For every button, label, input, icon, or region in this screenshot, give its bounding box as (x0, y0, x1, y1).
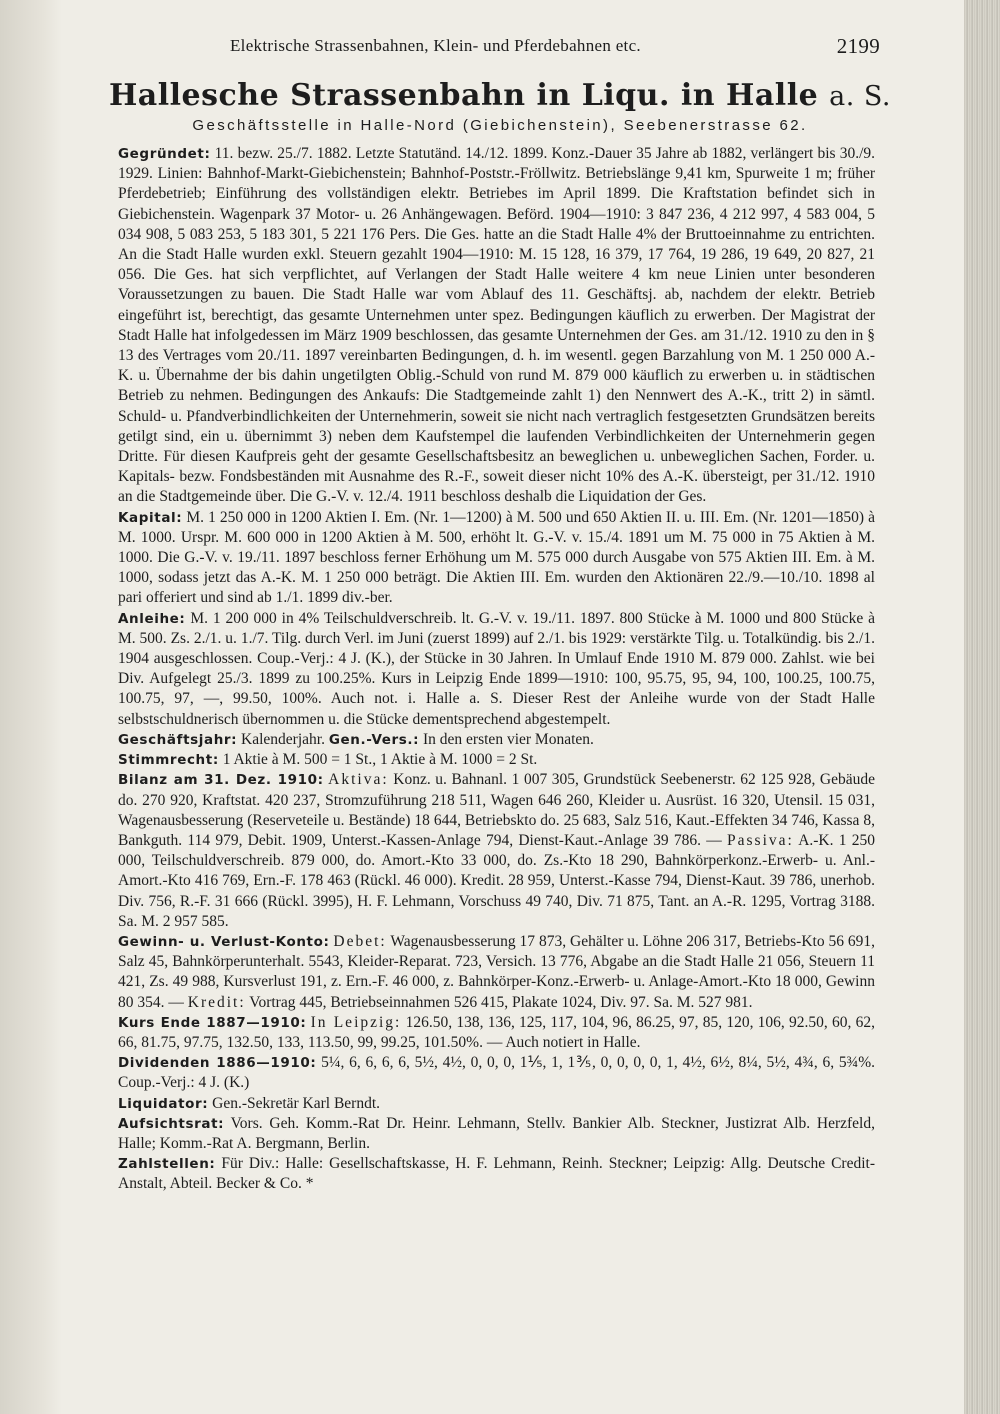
section-kurs (88, 1013, 875, 1053)
company-title (0, 78, 1000, 113)
kurs-place: In Leipzig: (310, 1013, 402, 1031)
kredit-text: Vortrag 445, Betriebseinnahmen 526 415, Plakate 1024, Div. 97. Sa. M. 527 981. (249, 993, 753, 1011)
passiva-label: Passiva: (727, 831, 794, 849)
section-text: Vors. Geh. Komm.-Rat Dr. Heinr. Lehmann, Stellv. Bankier Alb. Steckner, Justizrat Alb. Herzfeld, Halle; Komm.-Rat A. Bergmann, Berlin. (118, 1114, 875, 1152)
section-text: Für Div.: Halle: Gesellschaftskasse, H. F. Lehmann, Reinh. Steckner; Leipzig: Allg. Deutsche Credit-Anstalt, Abteil. Becker & Co. * (118, 1155, 875, 1193)
company-name-suffix: a. S. (829, 81, 892, 112)
section-dividenden (88, 1053, 875, 1093)
running-title: Elektrische Strassenbahnen, Klein- und Pferdebahnen etc. (230, 36, 641, 55)
section-text: Kalenderjahr. (241, 730, 325, 748)
page-edge (964, 0, 1000, 1414)
section-text: 11. bezw. 25./7. 1882. Letzte Statutänd. 14./12. 1899. Konz.-Dauer 35 Jahre ab 1882, verlängert bis 30./9. 1929. Linien: Bahnhof-Markt-Giebichenstein; Bahnhof-Poststr.-Fröllwitz. Betriebslänge 9,41 km, Spurweite 1 m; früher Pferdebetrieb; Einführung des vollständigen elektr. Betriebes im April 1899. Die Kraftstation befindet sich in Giebichenstein. Wagenpark 37 Motor- u. 26 Anhängewagen. Beförd. 1904—1910: 3 847 236, 4 212 997, 4 583 004, 5 034 908, 5 083 253, 5 183 301, 5 221 176 Pers. Die Ges. hatte an die Stadt Halle 4% der Bruttoeinnahme zu entrichten. An die Stadt Halle wurden exkl. Steuern gezahlt 1904—1910: M. 15 128, 16 379, 17 764, 19 286, 19 649, 20 827, 21 056. Die Ges. hat sich verpflichtet, auf Verlangen der Stadt Halle weitere 4 km neue Linien unter besonderen Voraussetzungen zu bauen. Die Stadt Halle war vom Ablauf des 11. Geschäftsj. ab, nachdem der elektr. Betrieb eingeführt ist, berechtigt, das gesamte Unternehmen unter spez. Bedingungen käuflich zu erwerben. Der Magistrat der Stadt Halle hat infolgedessen im März 1909 beschlossen, das gesamte Unternehmen der Ges. am 31./12. 1910 zu den in § 13 des Vertrages vom 20./11. 1897 vereinbarten Bedingungen, d. h. im wesentl. gegen Barzahlung von M. 1 250 000 A.-K. u. Übernahme der bis dahin ungetilgten Oblig.-Schuld von rund M. 879 000 käuflich zu erwerben u. in städtischen Betrieb zu nehmen. Bedingungen des Ankaufs: Die Stadtgemeinde zahlt 1) den Nennwert des A.-K., tritt 2) in sämtl. Schuld- u. Pfandverbindlichkeiten der Unternehmerin, soweit sie nicht nach vertraglich festgesetzten Grundsätzen bereits getilgt sind, ein u. übernimmt 3) neben dem Kaufstempel die laufenden Verbindlichkeiten der Unternehmerin gegen Dritte. Für diesen Kaufpreis geht der gesamte Gesellschaftsbesitz an beweglichen u. unbeweglichen Sachen, Forder. u. Kapitals- bezw. Fondsbeständen mit Ausnahme des R.-F., soweit dieser nicht 10% des A.-K. übersteigt, per 31./12. 1910 an die Stadtgemeinde über. Die G.-V. v. 12./4. 1911 beschloss deshalb die Liquidation der Ges. (118, 145, 876, 506)
section-label: Gegründet: (118, 146, 211, 162)
section-label: Dividenden 1886—1910: (118, 1055, 317, 1072)
section-text: M. 1 250 000 in 1200 Aktien I. Em. (Nr. 1—1200) à M. 500 und 650 Aktien II. u. III. Em. (Nr. 1201—1850) à M. 1000. Urspr. M. 600 000 in 1200 Aktien à M. 500, erhöht lt. G.-V. v. 15./4. 1891 um M. 75 000 in 75 Aktien à M. 1000. Die G.-V. v. 19./11. 1897 beschloss ferner Erhöhung um M. 575 000 durch Ausgabe von 575 Aktien III. Em. à M. 1000, sodass jetzt das A.-K. M. 1 250 000 beträgt. Die Aktien III. Em. wurden den Aktionären 22./9.—10./10. 1898 al pari offeriert und sind ab 1./1. 1899 div.-ber. (118, 508, 875, 607)
section-label: Gewinn- u. Verlust-Konto: (118, 933, 330, 950)
section-geschaeftsjahr (88, 730, 875, 750)
company-office: Geschäftsstelle in Halle-Nord (Giebichenstein), Seebenerstrasse 62. (192, 117, 808, 134)
section-label: Zahlstellen: (118, 1156, 216, 1173)
section-text: 1 Aktie à M. 500 = 1 St., 1 Aktie à M. 1000 = 2 St. (222, 751, 538, 769)
section-zahlstellen (88, 1154, 875, 1194)
section-label: Aufsichtsrat: (118, 1115, 225, 1132)
passiva-text: A.-K. 1 250 000, Teilschuldverschreib. 879 000, do. Amort.-Kto 33 000, do. Zs.-Kto 18 290, Bahnkörperkonz.-Erwerb- u. Anl.-Amort.-Kto 416 769, Ern.-F. 178 463 (Rückl. 46 000). Kredit. 28 959, Unterst.-Kasse 794, Dienst-Kaut. 39 786, unerhob. Div. 756, R.-F. 31 666 (Rückl. 3995), H. F. Lehmann, Vorschuss 49 740, Div. 71 875, Tant. an A.-R. 1295, Vortrag 3188. Sa. M. 2 957 585. (118, 831, 875, 930)
section-label: Kapital: (118, 509, 183, 526)
section-liquidator (88, 1094, 875, 1114)
section-aufsichtsrat (88, 1114, 875, 1154)
section-label: Bilanz am 31. Dez. 1910: (118, 772, 324, 789)
section-label: Liquidator: (118, 1095, 209, 1112)
section-text: M. 1 200 000 in 4% Teilschuldverschreib. lt. G.-V. v. 19./11. 1897. 800 Stücke à M. 1000 und 800 Stücke à M. 500. Zs. 2./1. u. 1./7. Tilg. durch Verl. im Juni (zuerst 1899) auf 2./1. bis 1929: verstärkte Tilg. u. Totalkündig. bis 2./1. 1904 ausgeschlossen. Coup.-Verj.: 4 J. (K.), der Stücke in 30 Jahren. In Umlauf Ende 1910 M. 879 000. Zahlst. wie bei Div. Aufgelegt 25./3. 1899 zu 100.25%. Kurs in Leipzig Ende 1899—1910: 100, 95.75, 95, 94, 100, 100.25, 100.75, 100.75, 97, —, 99.50, 100%. Auch not. i. Halle a. S. Dieser Rest der Anleihe wurde von der Stadt Halle selbstschuldnerisch übernommen u. die Stücke dementsprechend abgestempelt. (118, 609, 876, 728)
aktiva-label: Aktiva: (328, 771, 389, 789)
section-stimmrecht (88, 750, 875, 770)
section-label: Stimmrecht: (118, 752, 219, 769)
section-label: Anleihe: (118, 610, 186, 627)
section-gegruendet (88, 144, 875, 508)
section-text: Gen.-Sekretär Karl Berndt. (212, 1094, 381, 1112)
page-number: 2199 (836, 34, 880, 58)
entry-body (88, 144, 875, 1195)
section-anleihe (88, 609, 875, 730)
section-kapital (88, 508, 875, 609)
section-text: 126.50, 138, 136, 125, 117, 104, 96, 86.25, 97, 85, 120, 106, 92.50, 60, 62, 66, 81.75, 97.75, 132.50, 133, 113.50, 99, 99.25, 101.50%. — Auch notiert in Halle. (118, 1013, 875, 1051)
debet-label: Debet: (333, 932, 387, 950)
section-label-genvers: Gen.-Vers.: (328, 731, 420, 748)
section-bilanz (88, 770, 875, 932)
section-label: Geschäftsjahr: (118, 731, 238, 748)
section-gewinn (88, 932, 875, 1013)
debet-text: Wagenausbesserung 17 873, Gehälter u. Löhne 206 317, Betriebs-Kto 56 691, Salz 45, Bahnkörperunterhalt. 5543, Kleider-Reparat. 723, Versich. 13 776, Abgabe an die Stadt Halle 21 056, Steuern 11 421, Zs. 49 988, Kursverlust 191, z. Ern.-F. 46 000, z. Bahnkörper-Konz.-Erwerb- u. Anlage-Amort.-Kto 18 000, Gewinn 80 354. — (118, 932, 876, 1011)
section-text: 5¼, 6, 6, 6, 6, 5½, 4½, 0, 0, 0, 1⅕, 1, 1⅗, 0, 0, 0, 0, 1, 4½, 6½, 8¼, 5½, 4¾, 6, 5¾%. Coup.-Verj.: 4 J. (K.) (118, 1054, 875, 1092)
kredit-label: Kredit: (187, 993, 246, 1011)
binding-shadow (0, 0, 62, 1414)
company-name: Hallesche Strassenbahn in Liqu. in Halle (108, 78, 819, 113)
section-text-genvers: In den ersten vier Monaten. (423, 730, 594, 748)
section-label: Kurs Ende 1887—1910: (118, 1014, 307, 1031)
aktiva-text: Konz. u. Bahnanl. 1 007 305, Grundstück Seebenerstr. 62 125 928, Gebäude do. 270 920, Kraftstat. 420 237, Stromzuführung 218 511, Wagen 646 260, Kleider u. Ausrüst. 16 320, Utensil. 15 031, Wagenausbesserung (Reserveteile u. Bestände) 18 644, Betriebskto do. 25 683, Salz 516, Kaut.-Effekten 34 746, Kassa 8, Bankguth. 114 979, Debit. 1909, Unterst.-Kassen-Anlage 794, Dienst-Kaut.-Anlage 39 786. — (118, 771, 876, 849)
